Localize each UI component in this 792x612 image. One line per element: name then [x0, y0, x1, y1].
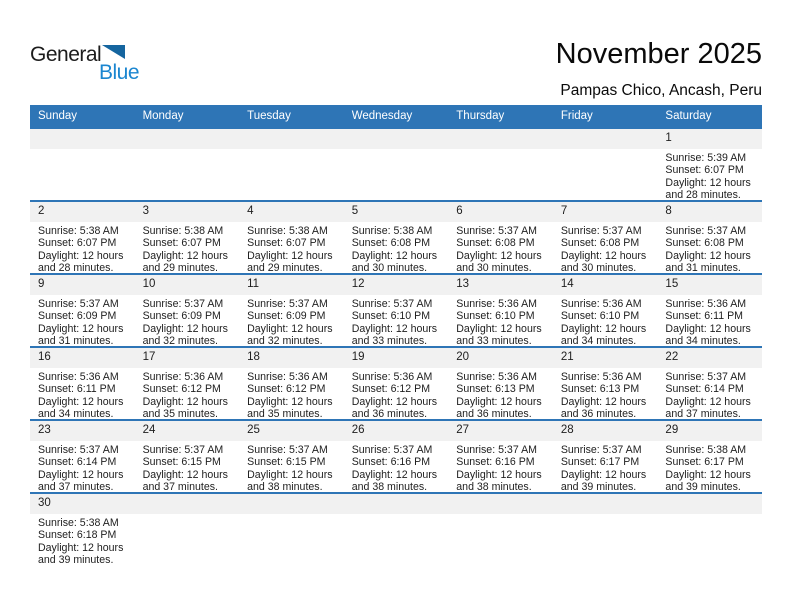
sunset-text: Sunset: 6:11 PM [38, 383, 116, 396]
sunrise-text: Sunrise: 5:36 AM [247, 371, 328, 383]
weekday-header-row [30, 105, 762, 127]
sunrise-text: Sunrise: 5:37 AM [38, 444, 119, 456]
day-details-band [30, 222, 762, 273]
daylight-minutes-text: and 37 minutes. [38, 480, 114, 493]
day-details-band [30, 149, 762, 200]
day-cell-2-details [30, 222, 135, 274]
week-row-1 [30, 127, 762, 200]
day-cell-19-details [344, 368, 449, 420]
daylight-hours-text: Daylight: 12 hours [351, 249, 438, 262]
day-cell-3-details [135, 222, 240, 274]
daylight-hours-text: Daylight: 12 hours [351, 468, 438, 481]
weekday-header-thursday: Thursday [456, 110, 505, 122]
day-number-15: 15 [665, 278, 679, 290]
sunset-text: Sunset: 6:10 PM [351, 310, 431, 323]
empty-day-cell [344, 149, 449, 201]
day-cell-7-details [553, 222, 658, 274]
day-cell-10-details [135, 295, 240, 347]
logo-text-blue: Blue [99, 61, 140, 84]
day-number-17: 17 [142, 351, 156, 363]
weekday-header-friday: Friday [560, 110, 593, 122]
week-row-6 [30, 492, 762, 565]
daylight-minutes-text: and 38 minutes. [351, 480, 428, 493]
day-cell-22-details [657, 368, 762, 420]
header-titles [556, 38, 762, 100]
daylight-hours-text: Daylight: 12 hours [38, 322, 124, 335]
sunset-text: Sunset: 6:07 PM [247, 237, 326, 250]
sunrise-text: Sunrise: 5:37 AM [351, 298, 433, 310]
sunrise-text: Sunrise: 5:37 AM [560, 225, 642, 237]
daylight-hours-text: Daylight: 12 hours [560, 468, 647, 481]
empty-day-number [448, 494, 553, 514]
empty-day-cell [30, 149, 135, 201]
daylight-minutes-text: and 33 minutes. [456, 334, 532, 347]
daylight-minutes-text: and 30 minutes. [456, 261, 532, 274]
daylight-hours-text: Daylight: 12 hours [38, 541, 124, 554]
day-number-16: 16 [38, 351, 51, 363]
sunrise-text: Sunrise: 5:38 AM [38, 517, 119, 529]
calendar-weeks [30, 127, 762, 565]
sunset-text: Sunset: 6:08 PM [560, 237, 640, 250]
sunrise-text: Sunrise: 5:38 AM [142, 225, 224, 237]
week-row-3 [30, 273, 762, 346]
daylight-hours-text: Daylight: 12 hours [142, 395, 228, 408]
empty-day-number [239, 494, 344, 514]
day-cell-26-details [344, 441, 449, 493]
month-title: November 2025 [555, 38, 762, 70]
sunset-text: Sunset: 6:12 PM [351, 383, 431, 396]
day-number-5: 5 [351, 205, 359, 217]
sunset-text: Sunset: 6:08 PM [456, 237, 535, 250]
sunset-text: Sunset: 6:07 PM [38, 237, 117, 250]
empty-day-cell [239, 514, 344, 566]
day-details-band [30, 295, 762, 346]
day-number-14: 14 [560, 278, 574, 290]
daylight-hours-text: Daylight: 12 hours [38, 395, 124, 408]
day-number-7: 7 [560, 205, 568, 217]
sunrise-text: Sunrise: 5:37 AM [142, 298, 224, 310]
day-details-band [30, 368, 762, 419]
empty-day-number [344, 494, 449, 514]
day-number-band [30, 129, 762, 149]
day-cell-16-details [30, 368, 135, 420]
sunrise-text: Sunrise: 5:37 AM [38, 298, 119, 310]
daylight-hours-text: Daylight: 12 hours [247, 395, 333, 408]
sunrise-text: Sunrise: 5:37 AM [142, 444, 224, 456]
day-number-29: 29 [665, 424, 679, 436]
sunset-text: Sunset: 6:08 PM [665, 237, 744, 250]
day-number-13: 13 [456, 278, 470, 290]
empty-day-cell [239, 149, 344, 201]
day-number-19: 19 [351, 351, 365, 363]
day-number-28: 28 [560, 424, 574, 436]
daylight-hours-text: Daylight: 12 hours [456, 322, 542, 335]
sunset-text: Sunset: 6:07 PM [142, 237, 221, 250]
day-number-band [30, 202, 762, 222]
sunset-text: Sunset: 6:17 PM [560, 456, 640, 469]
day-number-band [30, 348, 762, 368]
day-cell-23-details [30, 441, 135, 493]
sunset-text: Sunset: 6:07 PM [665, 164, 744, 177]
day-number-26: 26 [351, 424, 365, 436]
day-number-12: 12 [351, 278, 365, 290]
sunset-text: Sunset: 6:12 PM [142, 383, 221, 396]
empty-day-number [135, 129, 240, 149]
sunset-text: Sunset: 6:09 PM [247, 310, 326, 323]
empty-day-cell [448, 149, 553, 201]
daylight-minutes-text: and 29 minutes. [142, 261, 218, 274]
sunrise-text: Sunrise: 5:37 AM [247, 298, 328, 310]
day-number-band [30, 275, 762, 295]
sunrise-text: Sunrise: 5:37 AM [456, 225, 537, 237]
daylight-minutes-text: and 32 minutes. [142, 334, 218, 347]
daylight-hours-text: Daylight: 12 hours [665, 176, 751, 189]
sunset-text: Sunset: 6:14 PM [665, 383, 744, 396]
day-cell-24-details [135, 441, 240, 493]
sunrise-text: Sunrise: 5:36 AM [560, 371, 642, 383]
empty-day-number [135, 494, 240, 514]
empty-day-number [344, 129, 449, 149]
sunrise-text: Sunrise: 5:38 AM [247, 225, 328, 237]
daylight-hours-text: Daylight: 12 hours [560, 322, 647, 335]
daylight-minutes-text: and 30 minutes. [560, 261, 637, 274]
daylight-minutes-text: and 34 minutes. [665, 334, 741, 347]
weekday-header-tuesday: Tuesday [247, 110, 291, 122]
day-number-2: 2 [38, 205, 45, 217]
empty-day-number [448, 129, 553, 149]
daylight-hours-text: Daylight: 12 hours [456, 249, 542, 262]
day-cell-30-details [30, 514, 135, 566]
daylight-minutes-text: and 33 minutes. [351, 334, 428, 347]
sunset-text: Sunset: 6:08 PM [351, 237, 431, 250]
day-cell-9-details [30, 295, 135, 347]
sunset-text: Sunset: 6:15 PM [247, 456, 326, 469]
day-number-18: 18 [247, 351, 260, 363]
sunset-text: Sunset: 6:15 PM [142, 456, 221, 469]
day-number-10: 10 [142, 278, 156, 290]
daylight-minutes-text: and 34 minutes. [38, 407, 114, 420]
daylight-minutes-text: and 38 minutes. [456, 480, 532, 493]
day-number-1: 1 [665, 132, 672, 144]
day-number-band [30, 421, 762, 441]
weekday-header-saturday: Saturday [665, 110, 712, 122]
daylight-hours-text: Daylight: 12 hours [665, 249, 751, 262]
empty-day-number [553, 494, 658, 514]
empty-day-number [30, 129, 135, 149]
daylight-minutes-text: and 28 minutes. [38, 261, 114, 274]
day-number-6: 6 [456, 205, 463, 217]
daylight-hours-text: Daylight: 12 hours [665, 322, 751, 335]
sunset-text: Sunset: 6:13 PM [560, 383, 640, 396]
daylight-minutes-text: and 35 minutes. [247, 407, 323, 420]
day-cell-12-details [344, 295, 449, 347]
day-number-8: 8 [665, 205, 672, 217]
sunrise-text: Sunrise: 5:38 AM [351, 225, 433, 237]
sunset-text: Sunset: 6:14 PM [38, 456, 117, 469]
daylight-hours-text: Daylight: 12 hours [456, 395, 542, 408]
sunset-text: Sunset: 6:10 PM [560, 310, 640, 323]
week-row-4 [30, 346, 762, 419]
calendar-table [30, 105, 762, 565]
sunrise-text: Sunrise: 5:37 AM [351, 444, 433, 456]
day-cell-18-details [239, 368, 344, 420]
day-cell-1-details [657, 149, 762, 201]
daylight-hours-text: Daylight: 12 hours [142, 468, 228, 481]
day-details-band [30, 514, 762, 565]
sunset-text: Sunset: 6:16 PM [456, 456, 535, 469]
day-number-band [30, 494, 762, 514]
logo-triangle-icon [102, 45, 125, 59]
week-row-2 [30, 200, 762, 273]
empty-day-cell [135, 149, 240, 201]
sunrise-text: Sunrise: 5:36 AM [456, 298, 537, 310]
sunset-text: Sunset: 6:17 PM [665, 456, 744, 469]
day-cell-11-details [239, 295, 344, 347]
day-number-21: 21 [560, 351, 574, 363]
sunset-text: Sunset: 6:13 PM [456, 383, 535, 396]
day-number-11: 11 [247, 278, 260, 290]
week-row-5 [30, 419, 762, 492]
day-number-23: 23 [38, 424, 51, 436]
sunset-text: Sunset: 6:12 PM [247, 383, 326, 396]
day-number-9: 9 [38, 278, 45, 290]
daylight-minutes-text: and 37 minutes. [665, 407, 741, 420]
daylight-minutes-text: and 29 minutes. [247, 261, 323, 274]
sunrise-text: Sunrise: 5:36 AM [142, 371, 224, 383]
daylight-minutes-text: and 34 minutes. [560, 334, 637, 347]
weekday-header-monday: Monday [142, 110, 184, 122]
sunrise-text: Sunrise: 5:38 AM [38, 225, 119, 237]
weekday-header-wednesday: Wednesday [351, 110, 413, 122]
daylight-minutes-text: and 36 minutes. [560, 407, 637, 420]
day-cell-29-details [657, 441, 762, 493]
sunrise-text: Sunrise: 5:37 AM [665, 371, 747, 383]
daylight-hours-text: Daylight: 12 hours [142, 249, 228, 262]
daylight-minutes-text: and 39 minutes. [665, 480, 741, 493]
sunrise-text: Sunrise: 5:37 AM [247, 444, 328, 456]
day-number-4: 4 [247, 205, 254, 217]
day-cell-14-details [553, 295, 658, 347]
daylight-minutes-text: and 36 minutes. [351, 407, 428, 420]
sunrise-text: Sunrise: 5:36 AM [665, 298, 747, 310]
day-cell-15-details [657, 295, 762, 347]
daylight-hours-text: Daylight: 12 hours [142, 322, 228, 335]
sunset-text: Sunset: 6:09 PM [142, 310, 221, 323]
day-number-24: 24 [142, 424, 156, 436]
empty-day-cell [135, 514, 240, 566]
sunset-text: Sunset: 6:10 PM [456, 310, 535, 323]
empty-day-cell [553, 514, 658, 566]
day-number-25: 25 [247, 424, 260, 436]
sunrise-text: Sunrise: 5:37 AM [665, 225, 747, 237]
daylight-minutes-text: and 38 minutes. [247, 480, 323, 493]
day-cell-27-details [448, 441, 553, 493]
location-subtitle: Pampas Chico, Ancash, Peru [560, 82, 762, 99]
empty-day-number [553, 129, 658, 149]
empty-day-number [657, 494, 762, 514]
sunrise-text: Sunrise: 5:36 AM [351, 371, 433, 383]
day-cell-28-details [553, 441, 658, 493]
sunrise-text: Sunrise: 5:37 AM [560, 444, 642, 456]
day-number-3: 3 [142, 205, 149, 217]
sunrise-text: Sunrise: 5:36 AM [560, 298, 642, 310]
day-number-20: 20 [456, 351, 470, 363]
daylight-minutes-text: and 36 minutes. [456, 407, 532, 420]
daylight-minutes-text: and 37 minutes. [142, 480, 218, 493]
daylight-hours-text: Daylight: 12 hours [247, 249, 333, 262]
daylight-hours-text: Daylight: 12 hours [351, 395, 438, 408]
daylight-minutes-text: and 28 minutes. [665, 188, 741, 201]
sunrise-text: Sunrise: 5:36 AM [38, 371, 119, 383]
day-cell-8-details [657, 222, 762, 274]
daylight-hours-text: Daylight: 12 hours [247, 322, 333, 335]
daylight-hours-text: Daylight: 12 hours [456, 468, 542, 481]
sunset-text: Sunset: 6:09 PM [38, 310, 117, 323]
sunrise-text: Sunrise: 5:38 AM [665, 444, 747, 456]
sunrise-text: Sunrise: 5:37 AM [456, 444, 537, 456]
day-number-22: 22 [665, 351, 679, 363]
daylight-hours-text: Daylight: 12 hours [38, 468, 124, 481]
empty-day-cell [344, 514, 449, 566]
logo-text-general: General [30, 43, 102, 66]
daylight-hours-text: Daylight: 12 hours [560, 395, 647, 408]
sunset-text: Sunset: 6:16 PM [351, 456, 431, 469]
daylight-hours-text: Daylight: 12 hours [351, 322, 438, 335]
empty-day-cell [448, 514, 553, 566]
daylight-minutes-text: and 35 minutes. [142, 407, 218, 420]
sunset-text: Sunset: 6:18 PM [38, 529, 117, 542]
daylight-minutes-text: and 30 minutes. [351, 261, 428, 274]
empty-day-cell [657, 514, 762, 566]
daylight-minutes-text: and 31 minutes. [38, 334, 114, 347]
day-cell-6-details [448, 222, 553, 274]
daylight-hours-text: Daylight: 12 hours [560, 249, 647, 262]
day-cell-13-details [448, 295, 553, 347]
general-blue-logo [30, 44, 139, 83]
daylight-hours-text: Daylight: 12 hours [247, 468, 333, 481]
sunrise-text: Sunrise: 5:36 AM [456, 371, 537, 383]
day-number-27: 27 [456, 424, 470, 436]
day-cell-5-details [344, 222, 449, 274]
daylight-minutes-text: and 31 minutes. [665, 261, 741, 274]
day-cell-4-details [239, 222, 344, 274]
daylight-minutes-text: and 32 minutes. [247, 334, 323, 347]
day-cell-17-details [135, 368, 240, 420]
day-cell-25-details [239, 441, 344, 493]
sunset-text: Sunset: 6:11 PM [665, 310, 743, 323]
daylight-hours-text: Daylight: 12 hours [38, 249, 124, 262]
weekday-header-sunday: Sunday [38, 110, 78, 122]
daylight-minutes-text: and 39 minutes. [38, 553, 114, 566]
sunrise-text: Sunrise: 5:39 AM [665, 152, 747, 164]
daylight-hours-text: Daylight: 12 hours [665, 395, 751, 408]
day-cell-20-details [448, 368, 553, 420]
empty-day-cell [553, 149, 658, 201]
day-cell-21-details [553, 368, 658, 420]
daylight-hours-text: Daylight: 12 hours [665, 468, 751, 481]
day-number-30: 30 [38, 497, 51, 509]
day-details-band [30, 441, 762, 492]
empty-day-number [239, 129, 344, 149]
daylight-minutes-text: and 39 minutes. [560, 480, 637, 493]
